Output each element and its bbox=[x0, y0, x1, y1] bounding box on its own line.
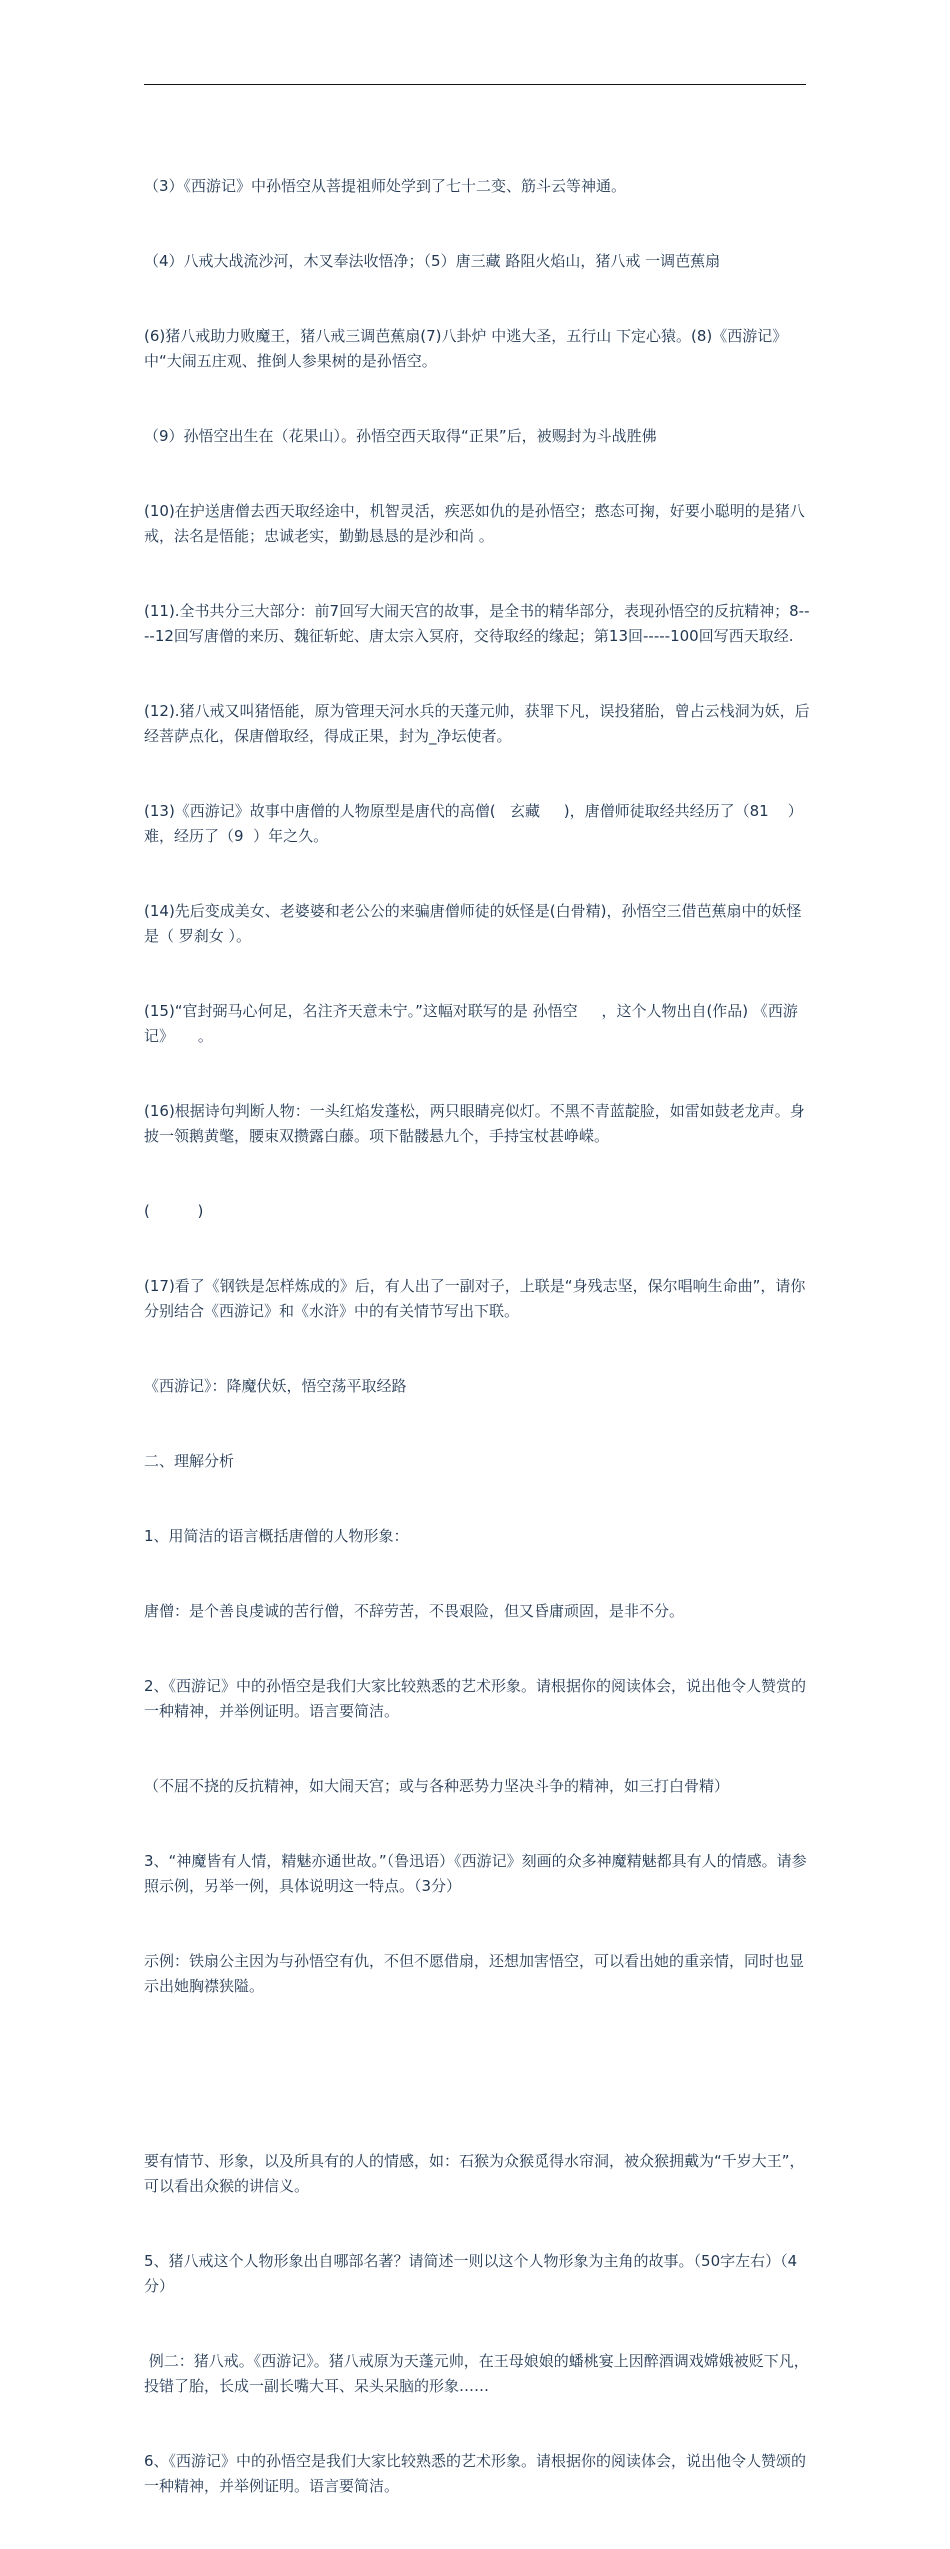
section-heading: 二、理解分析 bbox=[144, 1452, 235, 1470]
paragraph: (6)猪八戒助力败魔王，猪八戒三调芭蕉扇(7)八卦炉 中逃大圣，五行山 下定心猿。(8)《西游记》中“大闹五庄观、推倒人参果树的是孙悟空。 bbox=[144, 327, 788, 370]
blank-space bbox=[144, 2049, 812, 2099]
paragraph: 2、《西游记》中的孙悟空是我们大家比较熟悉的艺术形象。请根据你的阅读体会，说出他令人赞赏的一种精神，并举例证明。语言要简洁。 bbox=[144, 1677, 807, 1720]
paragraph: 例二：猪八戒。《西游记》。猪八戒原为天蓬元帅，在王母娘娘的蟠桃宴上因醉酒调戏嫦娥被贬下凡，投错了胎，长成一副长嘴大耳、呆头呆脑的形象…… bbox=[144, 2352, 809, 2395]
paragraph: （3）《西游记》中孙悟空从菩提祖师处学到了七十二变、筋斗云等神通。 bbox=[144, 177, 627, 195]
paragraph: 《西游记》：降魔伏妖，悟空荡平取经路 bbox=[144, 1377, 407, 1395]
paragraph: (16)根据诗句判断人物：一头红焰发蓬松，两只眼睛亮似灯。不黑不青蓝靛脸，如雷如鼓老龙声。身披一领鹅黄氅，腰束双攒露白藤。项下骷髅悬九个，手持宝杖甚峥嵘。 bbox=[144, 1102, 805, 1145]
paragraph: ( ) bbox=[144, 1202, 204, 1220]
paragraph: (15)“官封弼马心何足，名注齐天意未宁。”这幅对联写的是 孙悟空 ，这个人物出自(作品) 《西游记》 。 bbox=[144, 1002, 798, 1045]
paragraph: 要有情节、形象，以及所具有的人的情感，如：石猴为众猴觅得水帘洞，被众猴拥戴为“千岁大王”，可以看出众猴的讲信义。 bbox=[144, 2152, 805, 2195]
paragraph: 6、《西游记》中的孙悟空是我们大家比较熟悉的艺术形象。请根据你的阅读体会，说出他令人赞颂的一种精神，并举例证明。语言要简洁。 bbox=[144, 2452, 807, 2495]
header-rule bbox=[144, 84, 806, 85]
paragraph: (10)在护送唐僧去西天取经途中，机智灵活，疾恶如仇的是孙悟空；憨态可掬，好要小聪明的是猪八戒，法名是悟能；忠诚老实，勤勤恳恳的是沙和尚 。 bbox=[144, 502, 805, 545]
paragraph: (11).全书共分三大部分：前7回写大闹天宫的故事，是全书的精华部分，表现孙悟空的反抗精神；8----12回写唐僧的来历、魏征斩蛇、唐太宗入冥府，交待取经的缘起；第13回-----100回写西天取经. bbox=[144, 602, 810, 645]
paragraph: 5、猪八戒这个人物形象出自哪部名著？请简述一则以这个人物形象为主角的故事。（50字左右）（4分） bbox=[144, 2252, 798, 2295]
paragraph: (12).猪八戒又叫猪悟能，原为管理天河水兵的天蓬元帅，获罪下凡，误投猪胎，曾占云栈洞为妖，后经菩萨点化，保唐僧取经，得成正果，封为_净坛使者。 bbox=[144, 702, 810, 745]
paragraph: (13)《西游记》故事中唐僧的人物原型是唐代的高僧( 玄藏 )，唐僧师徒取经共经历了（81 ）难，经历了（9 ）年之久。 bbox=[144, 802, 803, 845]
paragraph: (17)看了《钢铁是怎样炼成的》后，有人出了一副对子，上联是“身残志坚，保尔唱响生命曲”，请你分别结合《西游记》和《水浒》中的有关情节写出下联。 bbox=[144, 1277, 806, 1320]
paragraph: 3、“神魔皆有人情，精魅亦通世故。”（鲁迅语）《西游记》刻画的众多神魔精魅都具有人的情感。请参照示例，另举一例，具体说明这一特点。（3分） bbox=[144, 1852, 807, 1895]
paragraph: （4）八戒大战流沙河，木叉奉法收悟净；（5）唐三藏 路阻火焰山，猪八戒 一调芭蕉扇 bbox=[144, 252, 721, 270]
document-body bbox=[144, 124, 812, 2549]
paragraph: 唐僧：是个善良虔诚的苦行僧，不辞劳苦，不畏艰险，但又昏庸顽固，是非不分。 bbox=[144, 1602, 685, 1620]
paragraph: 示例：铁扇公主因为与孙悟空有仇，不但不愿借扇，还想加害悟空，可以看出她的重亲情，同时也显示出她胸襟狭隘。 bbox=[144, 1952, 805, 1995]
paragraph: 1、用简洁的语言概括唐僧的人物形象： bbox=[144, 1527, 409, 1545]
paragraph: （9）孙悟空出生在（花果山）。孙悟空西天取得“正果”后，被赐封为斗战胜佛 bbox=[144, 427, 657, 445]
paragraph: （不屈不挠的反抗精神，如大闹天宫；或与各种恶势力坚决斗争的精神，如三打白骨精） bbox=[144, 1777, 730, 1795]
paragraph: (14)先后变成美女、老婆婆和老公公的来骗唐僧师徒的妖怪是(白骨精)，孙悟空三借芭蕉扇中的妖怪是（ 罗刹女 ）。 bbox=[144, 902, 802, 945]
